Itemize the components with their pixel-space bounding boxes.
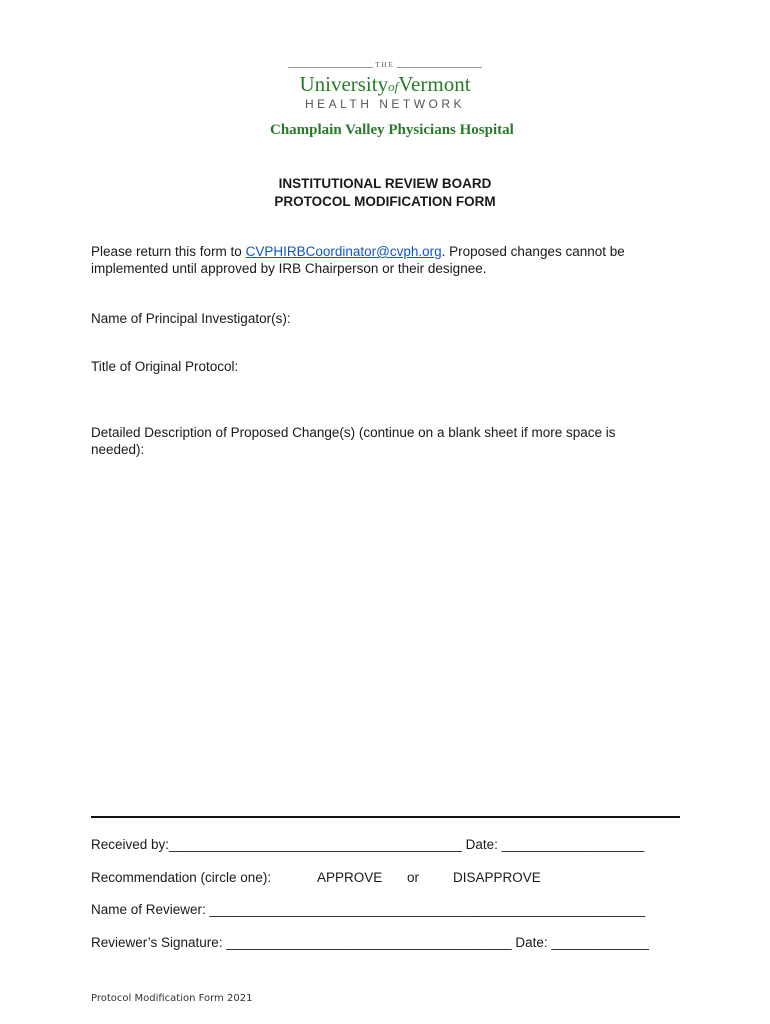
- logo-health-network: HEALTH NETWORK: [304, 97, 466, 111]
- email-link[interactable]: CVPHIRBCoordinator@cvph.org: [245, 244, 442, 259]
- protocol-title-label: Title of Original Protocol:: [91, 359, 239, 374]
- or-text: or: [407, 870, 420, 885]
- logo-university-of-vermont: [270, 72, 500, 97]
- recommendation-label: Recommendation (circle one):: [91, 870, 272, 885]
- hospital-logo: [270, 58, 514, 148]
- page-footer: Protocol Modification Form 2021: [91, 993, 253, 1004]
- instructions-suffix: . Proposed changes cannot be implemented until approved by IRB Chairperson or their designee.: [91, 244, 625, 276]
- reviewer-name-field: Name of Reviewer: __________________________________________________________: [91, 902, 646, 917]
- logo-university: University: [299, 72, 389, 96]
- logo-of: of: [388, 79, 399, 94]
- instructions-prefix: Please return this form to: [91, 244, 246, 259]
- change-description-label: Detailed Description of Proposed Change(s) (continue on a blank sheet if more space is needed):: [91, 425, 616, 457]
- approve-option: APPROVE: [317, 870, 383, 885]
- pi-name-label: Name of Principal Investigator(s):: [91, 311, 291, 326]
- received-by-field: Received by:_______________________________________ Date: ___________________: [91, 837, 645, 852]
- logo-the: THE: [375, 61, 395, 69]
- section-divider: [91, 816, 680, 818]
- logo-hospital-name: Champlain Valley Physicians Hospital: [270, 122, 514, 138]
- logo-vermont: Vermont: [398, 72, 471, 96]
- instructions-paragraph: [91, 243, 671, 277]
- reviewer-signature-field: Reviewer’s Signature: ______________________________________ Date: _____________: [91, 935, 649, 950]
- disapprove-option: DISAPPROVE: [453, 870, 541, 885]
- form-title-line2: PROTOCOL MODIFICATION FORM: [274, 194, 496, 209]
- form-title-line1: INSTITUTIONAL REVIEW BOARD: [278, 176, 492, 191]
